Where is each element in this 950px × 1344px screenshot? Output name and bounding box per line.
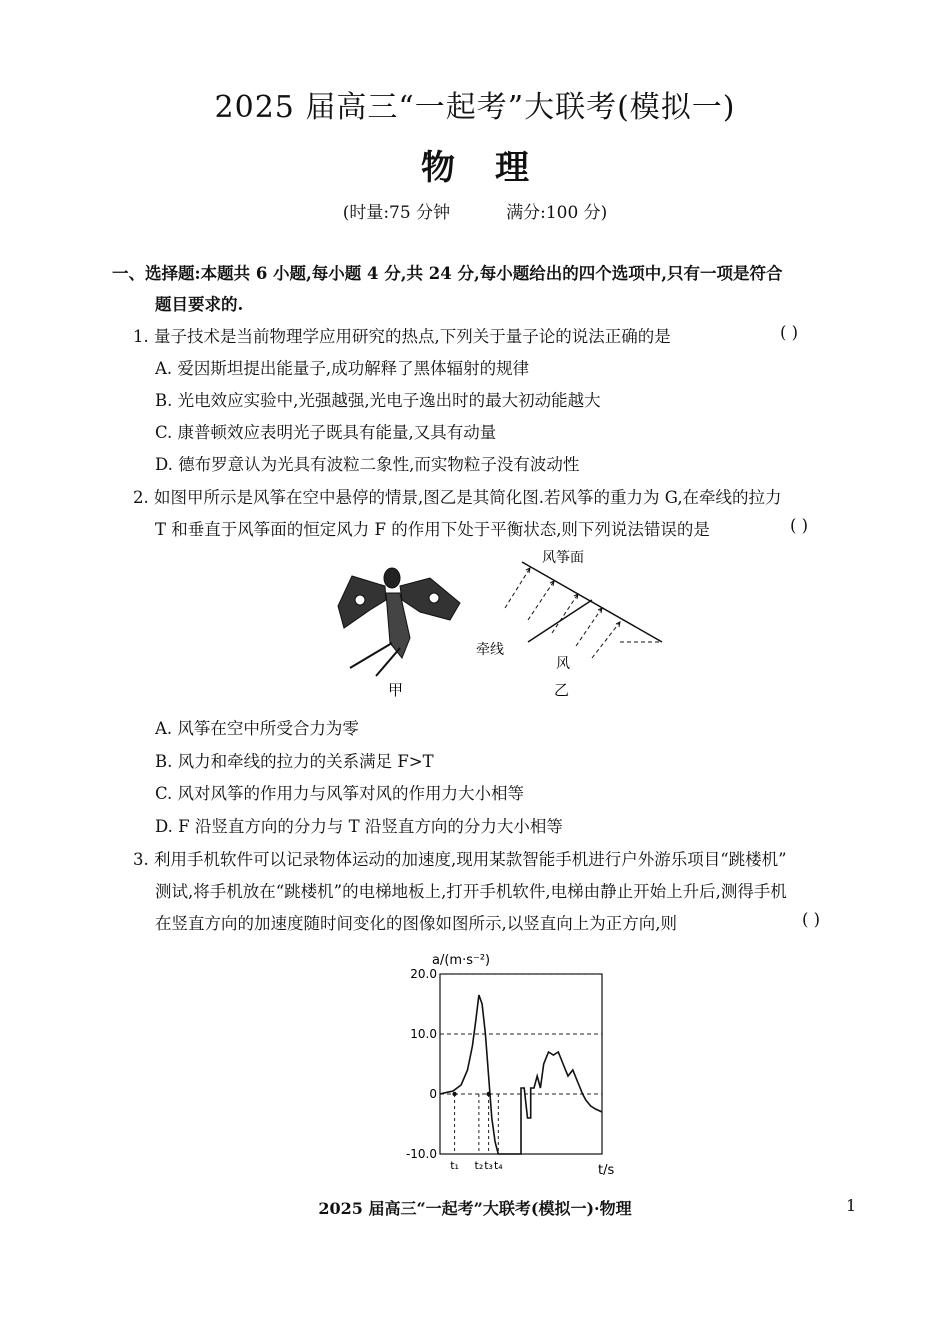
q3-answer-paren: ( )	[802, 910, 821, 929]
time-limit: (时量:75 分钟	[342, 203, 451, 223]
y-tick-label: 20.0	[410, 967, 437, 981]
x-tick-label: t₃	[484, 1159, 493, 1172]
string-label: 牵线	[476, 642, 504, 658]
x-tick-label: t₂	[474, 1159, 484, 1172]
x-tick-label: t₁	[450, 1159, 459, 1172]
y-tick-label: 10.0	[410, 1027, 437, 1041]
q2-stem-line1: 2. 如图甲所示是风筝在空中悬停的情景,图乙是其简化图.若风筝的重力为 G,在牵线的拉力	[133, 488, 782, 507]
q2-option-a: A. 风筝在空中所受合力为零	[155, 719, 359, 738]
q2-option-b: B. 风力和牵线的拉力的关系满足 F>T	[155, 752, 434, 771]
q3-stem-line1: 3. 利用手机软件可以记录物体运动的加速度,现用某款智能手机进行户外游乐项目“跳楼机”	[133, 850, 787, 869]
y-axis-label: a/(m·s⁻²)	[432, 953, 491, 968]
kite-diagram	[505, 562, 662, 658]
section-instruction-line1: 一、选择题:本题共 6 小题,每小题 4 分,共 24 分,每小题给出的四个选项中,只有一项是符合	[112, 264, 783, 283]
fig-a-label: 甲	[388, 681, 404, 699]
data-point	[486, 1092, 490, 1096]
q2-option-c: C. 风对风筝的作用力与风筝对风的作用力大小相等	[155, 784, 525, 803]
data-point	[452, 1092, 456, 1096]
y-tick-label: 0	[429, 1087, 437, 1101]
acceleration-chart	[390, 948, 630, 1180]
q1-option-b: B. 光电效应实验中,光强越强,光电子逸出时的最大初动能越大	[155, 391, 601, 410]
exam-title: 2025 届高三“一起考”大联考(模拟一)	[214, 90, 736, 125]
q2-answer-paren: ( )	[790, 516, 809, 535]
kite-figure	[330, 548, 670, 704]
full-score: 满分:100 分)	[506, 203, 608, 223]
page-footer: 2025 届高三“一起考”大联考(模拟一)·物理	[318, 1199, 632, 1218]
q1-option-d: D. 德布罗意认为光具有波粒二象性,而实物粒子没有波动性	[155, 455, 580, 474]
y-tick-label: -10.0	[405, 1147, 437, 1161]
time-score-info	[0, 198, 950, 223]
section-instruction-line2: 题目要求的.	[155, 295, 244, 314]
q3-stem-line2: 测试,将手机放在“跳楼机”的电梯地板上,打开手机软件,电梯由静止开始上升后,测得手机	[155, 882, 787, 901]
kite-surface-label: 风筝面	[542, 550, 584, 566]
x-tick-label: t₄	[493, 1159, 503, 1172]
subject-title: 物理	[421, 148, 569, 188]
q3-stem-line3: 在竖直方向的加速度随时间变化的图像如图所示,以竖直向上为正方向,则	[155, 914, 677, 933]
q1-stem: 1. 量子技术是当前物理学应用研究的热点,下列关于量子论的说法正确的是	[133, 327, 671, 346]
kite-drawing	[338, 568, 460, 676]
x-axis-label: t/s	[598, 1163, 615, 1178]
kite-surface-line	[522, 562, 662, 642]
q2-stem-line2: T 和垂直于风筝面的恒定风力 F 的作用下处于平衡状态,则下列说法错误的是	[155, 520, 710, 539]
q2-option-d: D. F 沿竖直方向的分力与 T 沿竖直方向的分力大小相等	[155, 817, 563, 836]
q1-option-c: C. 康普顿效应表明光子既具有能量,又具有动量	[155, 423, 497, 442]
q1-option-a: A. 爱因斯坦提出能量子,成功解释了黑体辐射的规律	[155, 359, 530, 378]
series-line-a	[440, 995, 602, 1154]
fig-b-label: 乙	[554, 681, 570, 699]
wind-label: 风	[556, 656, 570, 672]
q1-answer-paren: ( )	[780, 323, 799, 342]
page-number: 1	[846, 1196, 857, 1215]
